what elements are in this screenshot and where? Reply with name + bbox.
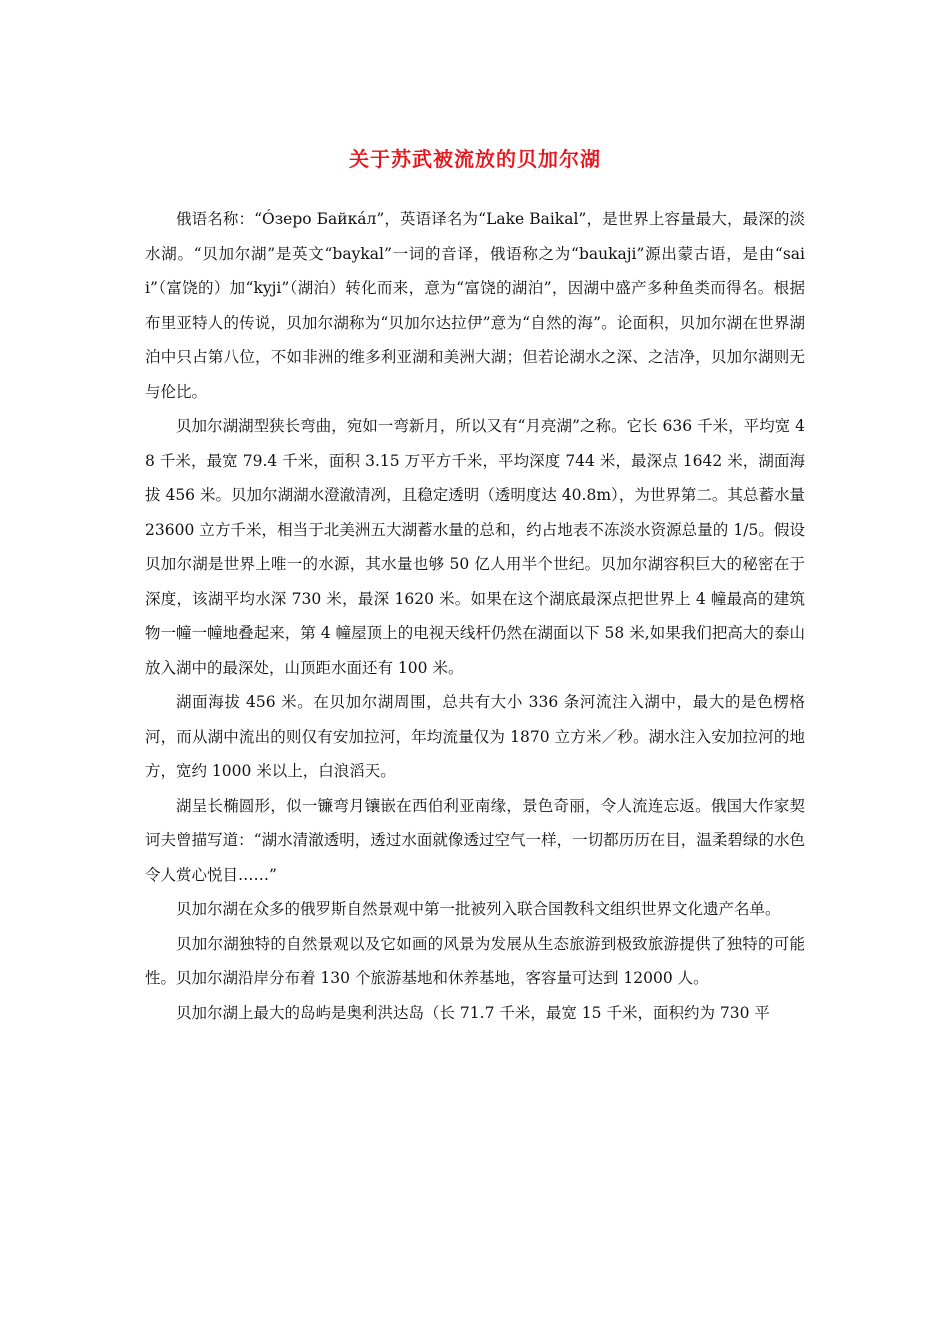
paragraph-heritage: 贝加尔湖在众多的俄罗斯自然景观中第一批被列入联合国教科文组织世界文化遗产名单。 xyxy=(176,900,781,918)
paragraph-islands: 贝加尔湖上最大的岛屿是奥利洪达岛（长 71.7 千米，最宽 15 千米，面积约为 730 平 xyxy=(176,1003,770,1022)
paragraph-scenery: 湖呈长椭圆形，似一镰弯月镶嵌在西伯利亚南缘，景色奇丽，令人流连忘返。俄国大作家契诃夫曾描写道：“湖水清澈透明，透过水面就像透过空气一样，一切都历历在目，温柔碧绿的水色令人赏心悦目……” xyxy=(145,796,805,884)
document-title: 关于苏武被流放的贝加尔湖 xyxy=(349,147,601,171)
paragraph-tourism: 贝加尔湖独特的自然景观以及它如画的风景为发展从生态旅游到极致旅游提供了独特的可能性。贝加尔湖沿岸分布着 130 个旅游基地和休养基地，客容量可达到 12000 人。 xyxy=(145,934,805,987)
document-body xyxy=(145,202,805,1030)
paragraph-dimensions: 贝加尔湖湖型狭长弯曲，宛如一弯新月，所以又有“月亮湖”之称。它长 636 千米，平均宽 48 千米，最宽 79.4 千米，面积 3.15 万平方千米，平均深度 744 米，最深点 1642 米，湖面海拔 456 米。贝加尔湖湖水澄澈清冽，且稳定透明（透明度达 40.8m），为世界第二。其总蓄水量 23600 立方千米，相当于北美洲五大湖蓄水量的总和，约占地表不冻淡水资源总量的 1/5。假设贝加尔湖是世界上唯一的水源，其水量也够 50 亿人用半个世纪。贝加尔湖容积巨大的秘密在于深度，该湖平均水深 730 米，最深 1620 米。如果在这个湖底最深点把世界上 4 幢最高的建筑物一幢一幢地叠起来，第 4 幢屋顶上的电视天线杆仍然在湖面以下 58 米,如果我们把高大的泰山放入湖中的最深处，山顶距水面还有 100 米。 xyxy=(145,417,806,677)
paragraph-names: 俄语名称：“Óзеро Байкáл”，英语译名为“Lake Baikal”，是世界上容量最大，最深的淡水湖。“贝加尔湖”是英文“baykal”一词的音译，俄语称之为“baukaji”源出蒙古语，是由“saii”（富饶的）加“kyji”（湖泊）转化而来，意为“富饶的湖泊”，因湖中盛产多种鱼类而得名。根据布里亚特人的传说，贝加尔湖称为“贝加尔达拉伊”意为“自然的海”。论面积，贝加尔湖在世界湖泊中只占第八位，不如非洲的维多利亚湖和美洲大湖；但若论湖水之深、之洁净，贝加尔湖则无与伦比。 xyxy=(145,210,805,401)
paragraph-rivers: 湖面海拔 456 米。在贝加尔湖周围，总共有大小 336 条河流注入湖中，最大的是色楞格河，而从湖中流出的则仅有安加拉河，年均流量仅为 1870 立方米／秒。湖水注入安加拉河的地方，宽约 1000 米以上，白浪滔天。 xyxy=(145,693,805,780)
